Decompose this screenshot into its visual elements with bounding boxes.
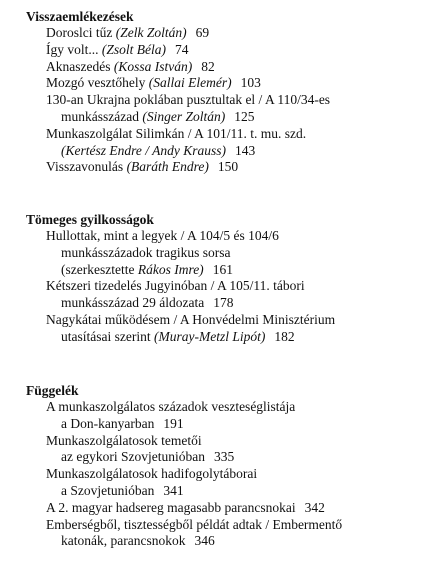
entry-line [46,75,430,92]
entry-title: Nagykátai működésem / A Honvédelmi Minisztérium [46,311,336,327]
entry-line [46,109,430,126]
entry-title: (szerkesztette [61,261,135,277]
entry-line [46,416,430,433]
entry-author: (Kertész Endre / Andy Krauss) [61,142,226,158]
toc-entry[interactable] [26,278,430,312]
entry-title: munkásszázadok tragikus sorsa [61,244,231,260]
entry-title: az egykori Szovjetunióban [61,449,205,465]
entry-line [46,278,430,295]
entry-title: A 2. magyar hadsereg magasabb parancsnokai [46,499,296,515]
entry-line [46,92,430,109]
entry-author: (Zelk Zoltán) [115,25,187,40]
entry-author: (Muray-Metzl Lipót) [153,328,266,344]
toc-entry[interactable] [26,228,430,278]
page-number: 82 [201,58,215,74]
entry-title: Aknaszedés [46,58,111,74]
entry-title: Így volt... [46,41,99,57]
entry-line [46,312,430,329]
entry-line [46,159,430,176]
section-title: Tömeges gyilkosságok [26,212,154,227]
toc-entry[interactable] [26,500,430,517]
entry-title: a Don-kanyarban [61,415,155,431]
section-title: Visszaemlékezések [26,9,134,24]
entry-title: Munkaszolgálatosok hadifogolytáborai [46,466,258,482]
toc-entry[interactable] [26,433,430,467]
toc-entry[interactable] [26,59,430,76]
entry-title: Hullottak, mint a legyek / A 104/5 és 104/6 [46,228,279,243]
entry-author: (Sallai Elemér) [148,75,232,91]
page-number: 335 [213,449,235,465]
entry-author: (Zsolt Béla) [101,41,166,57]
entry-title: 130-an Ukrajna poklában pusztultak el / A 110/34-es [46,92,331,108]
toc-entry[interactable] [26,399,430,433]
entry-line [46,295,430,312]
entry-title: Emberségből, tisztességből példát adtak / Embermentő [46,516,343,532]
page-number: 341 [163,482,184,498]
entry-title: katonák, parancsnokok [61,533,186,549]
entry-line [46,449,430,466]
entry-line [46,517,430,534]
entry-line [46,245,430,262]
page-number: 182 [274,328,295,344]
toc-entry[interactable] [26,92,430,126]
page-number: 342 [304,499,325,515]
entry-title: Kétszeri tizedelés Jugyinóban / A 105/11. tábori [46,278,305,294]
entry-author: (Kossa István) [113,58,193,74]
entry-line [46,533,430,550]
entry-title: Munkaszolgálat Silimkán / A 101/11. t. mu. szd. [46,125,307,141]
entry-author: (Baráth Endre) [126,159,209,175]
entry-title: utasításai szerint [61,328,151,344]
entry-line [46,262,430,279]
page-number: 161 [212,261,233,277]
page-number: 125 [234,108,255,124]
toc-section [26,383,430,550]
entry-line [46,433,430,450]
entry-title: munkásszázad 29 áldozata [61,295,205,311]
page-number: 191 [163,415,184,431]
entry-line [46,143,430,160]
page-number: 74 [175,41,189,57]
entry-author: Rákos Imre) [137,261,204,277]
toc-section [26,212,430,346]
entry-line [46,399,430,416]
entry-title: Doroslci tűz [46,25,113,40]
toc-entry[interactable] [26,25,430,42]
page-number: 143 [235,142,256,158]
entry-title: a Szovjetunióban [61,482,155,498]
entry-title: Munkaszolgálatosok temetői [46,432,202,448]
page-number: 346 [194,533,215,549]
entry-line [46,126,430,143]
page-number: 103 [240,75,261,91]
toc-entry[interactable] [26,466,430,500]
page-number: 150 [217,159,239,175]
entry-author: (Singer Zoltán) [142,108,226,124]
toc-entry[interactable] [26,75,430,92]
toc-entry[interactable] [26,126,430,160]
entry-line [46,42,430,59]
page-number: 178 [213,295,234,311]
toc-entry[interactable] [26,42,430,59]
entry-line [46,483,430,500]
toc-entry[interactable] [26,312,430,346]
page-number: 69 [195,25,210,40]
entry-line [46,466,430,483]
entry-line [46,329,430,346]
toc-section [26,9,430,176]
toc-entry[interactable] [26,517,430,551]
entry-title: munkásszázad [61,108,139,124]
entry-line [46,500,430,517]
section-title: Függelék [26,383,79,398]
toc-entry[interactable] [26,159,430,176]
entry-title: Mozgó vesztőhely [46,75,146,91]
entry-title: A munkaszolgálatos századok veszteséglistája [46,399,296,414]
entry-line [46,228,430,245]
entry-line [46,25,430,42]
entry-title: Visszavonulás [46,159,124,175]
entry-line [46,59,430,76]
